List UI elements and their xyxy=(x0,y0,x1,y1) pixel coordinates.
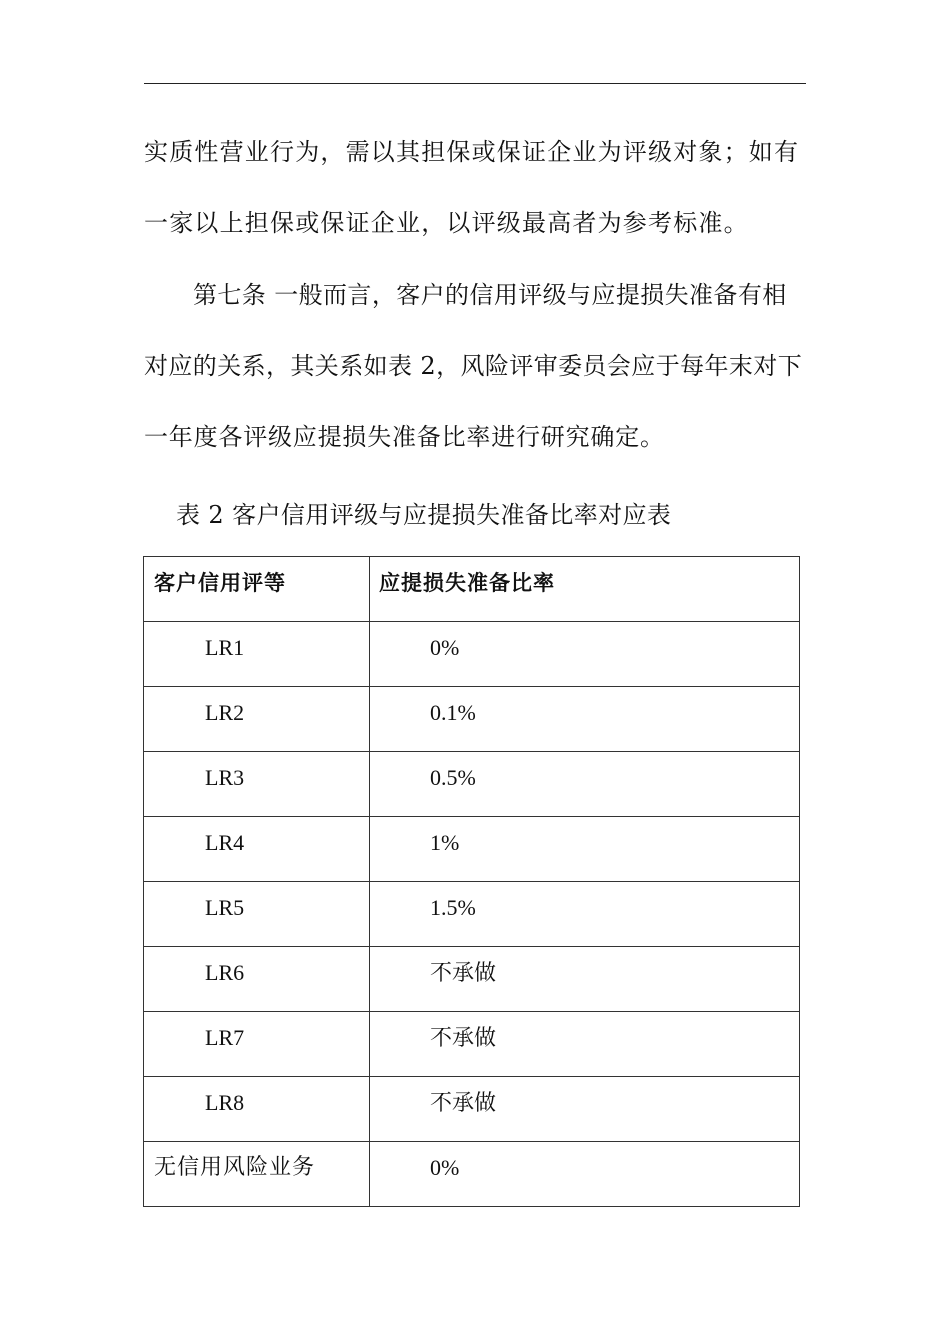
table-header-row xyxy=(144,557,800,622)
rate-cell: 不承做 xyxy=(370,1012,800,1077)
loss-provision-table xyxy=(143,556,800,1207)
grade-cell: LR8 xyxy=(144,1077,370,1142)
grade-cell: LR2 xyxy=(144,687,370,752)
article-seven-line: 第七条 一般而言，客户的信用评级与应提损失准备有相 xyxy=(193,281,787,309)
table-row xyxy=(144,622,800,687)
grade-cell: LR5 xyxy=(144,882,370,947)
rate-cell: 0% xyxy=(370,1142,800,1207)
rate-cell: 1% xyxy=(370,817,800,882)
grade-cell: LR6 xyxy=(144,947,370,1012)
table-row xyxy=(144,687,800,752)
table-row xyxy=(144,817,800,882)
table-row xyxy=(144,947,800,1012)
paragraph-line: 一年度各评级应提损失准备比率进行研究确定。 xyxy=(144,423,665,451)
header-provision-rate: 应提损失准备比率 xyxy=(370,557,800,622)
grade-cell: 无信用风险业务 xyxy=(144,1142,370,1207)
table-row xyxy=(144,1142,800,1207)
table-row xyxy=(144,1077,800,1142)
table-row xyxy=(144,1012,800,1077)
header-rule xyxy=(144,83,806,84)
rate-cell: 不承做 xyxy=(370,947,800,1012)
paragraph-line: 对应的关系，其关系如表 2，风险评审委员会应于每年末对下 xyxy=(144,352,803,380)
paragraph-line: 实质性营业行为，需以其担保或保证企业为评级对象；如有 xyxy=(144,138,800,166)
table-caption: 表 2 客户信用评级与应提损失准备比率对应表 xyxy=(176,501,672,529)
paragraph-line: 一家以上担保或保证企业，以评级最高者为参考标准。 xyxy=(144,209,749,237)
rate-cell: 0% xyxy=(370,622,800,687)
rate-cell: 0.1% xyxy=(370,687,800,752)
grade-cell: LR3 xyxy=(144,752,370,817)
grade-cell: LR4 xyxy=(144,817,370,882)
rate-cell: 不承做 xyxy=(370,1077,800,1142)
rate-cell: 0.5% xyxy=(370,752,800,817)
table-row xyxy=(144,882,800,947)
grade-cell: LR7 xyxy=(144,1012,370,1077)
rate-cell: 1.5% xyxy=(370,882,800,947)
header-credit-grade: 客户信用评等 xyxy=(144,557,370,622)
grade-cell: LR1 xyxy=(144,622,370,687)
table-row xyxy=(144,752,800,817)
